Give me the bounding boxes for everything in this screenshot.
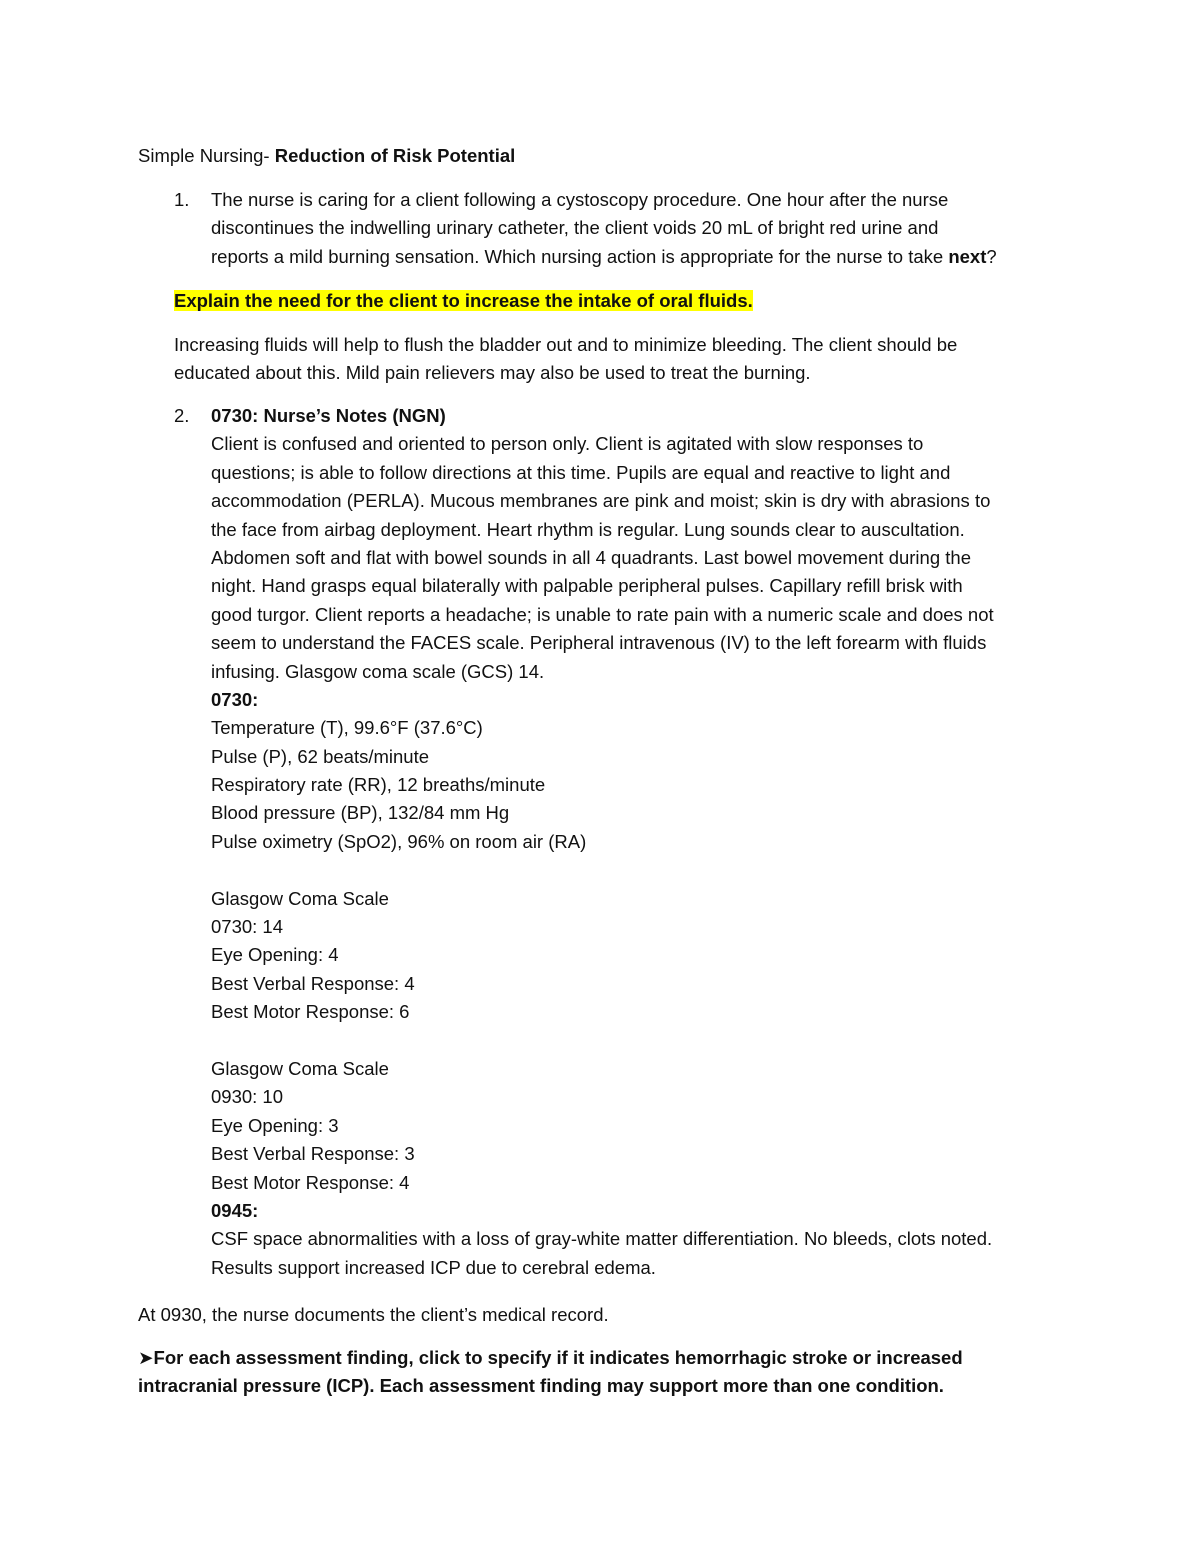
q1-stem [211,186,997,271]
instruction-line: intracranial pressure (ICP). Each assessment finding may support more than one condition. [138,1375,944,1397]
blank-line [211,1027,994,1055]
q1-answer [174,287,753,315]
q1-line-text: reports a mild burning sensation. Which nursing action is appropriate for the nurse to take [211,245,949,267]
notes-line: good turgor. Client reports a headache; is unable to rate pain with a numeric scale and does not [211,603,994,625]
notes-line: the face from airbag deployment. Heart rhythm is regular. Lung sounds clear to auscultation. [211,518,965,540]
document-header [138,142,515,170]
header-title: Reduction of Risk Potential [274,145,516,166]
notes-line: accommodation (PERLA). Mucous membranes are pink and moist; skin is dry with abrasions to [211,490,991,512]
vital-sign: Temperature (T), 99.6°F (37.6°C) [211,717,483,739]
notes-line: questions; is able to follow directions at this time. Pupils are equal and reactive to light and [211,461,951,483]
gcs-row: Best Motor Response: 6 [211,1001,410,1023]
rationale-line: educated about this. Mild pain relievers may also be used to treat the burning. [174,362,811,384]
rationale-line: Increasing fluids will help to flush the bladder out and to minimize bleeding. The client should be [174,334,958,355]
notes-line: night. Hand grasps equal bilaterally with palpable peripheral pulses. Capillary refill brisk with [211,575,963,597]
gcs-row: Best Motor Response: 4 [211,1171,410,1193]
instruction-block [138,1344,963,1401]
notes-line: Client is confused and oriented to person only. Client is agitated with slow responses to [211,433,924,455]
imaging-line: Results support increased ICP due to cerebral edema. [211,1256,656,1278]
gcs-row: 0730: 14 [211,916,284,938]
gcs-title: Glasgow Coma Scale [211,887,389,909]
gcs-row: Best Verbal Response: 4 [211,972,415,994]
vital-sign: Pulse oximetry (SpO2), 96% on room air (RA) [211,830,587,852]
notes-line: infusing. Glasgow coma scale (GCS) 14. [211,660,545,682]
instruction-line [138,1344,963,1372]
nurses-notes-title: 0730: Nurse’s Notes (NGN) [211,405,446,426]
gcs-row: Best Verbal Response: 3 [211,1143,415,1165]
q1-line: The nurse is caring for a client following a cystoscopy procedure. One hour after the nurse [211,189,949,210]
vital-sign: Blood pressure (BP), 132/84 mm Hg [211,802,510,824]
q1-rationale [174,331,957,388]
q1-answer-highlight: Explain the need for the client to increase the intake of oral fluids. [174,290,753,311]
q2-number: 2. [174,405,190,426]
q2-content [211,402,994,1282]
instruction-text: For each assessment finding, click to specify if it indicates hemorrhagic stroke or increased [153,1347,963,1368]
notes-line: Abdomen soft and flat with bowel sounds in all 4 quadrants. Last bowel movement during the [211,546,971,568]
header-prefix: Simple Nursing- [138,145,275,166]
vitals-time: 0730: [211,688,259,710]
vital-sign: Pulse (P), 62 beats/minute [211,745,429,767]
blank-line [211,856,994,884]
documentation-note: At 0930, the nurse documents the client’s medical record. [138,1304,609,1325]
q1-line-last [211,243,997,271]
q1-line: discontinues the indwelling urinary catheter, the client voids 20 mL of bright red urine and [211,217,939,239]
vital-sign: Respiratory rate (RR), 12 breaths/minute [211,774,546,796]
imaging-line: CSF space abnormalities with a loss of gray-white matter differentiation. No bleeds, clots noted. [211,1228,993,1250]
notes-line: seem to understand the FACES scale. Peripheral intravenous (IV) to the left forearm with fluids [211,632,987,654]
gcs-title: Glasgow Coma Scale [211,1057,389,1079]
q1-question-mark: ? [986,245,997,267]
gcs-row: Eye Opening: 3 [211,1114,339,1136]
gcs-row: Eye Opening: 4 [211,944,339,966]
imaging-time: 0945: [211,1199,259,1221]
gcs-row: 0930: 10 [211,1086,284,1108]
q1-number: 1. [174,189,190,210]
arrow-bullet-icon: ➤ [138,1347,154,1368]
q1-next-emphasis: next [948,245,987,267]
